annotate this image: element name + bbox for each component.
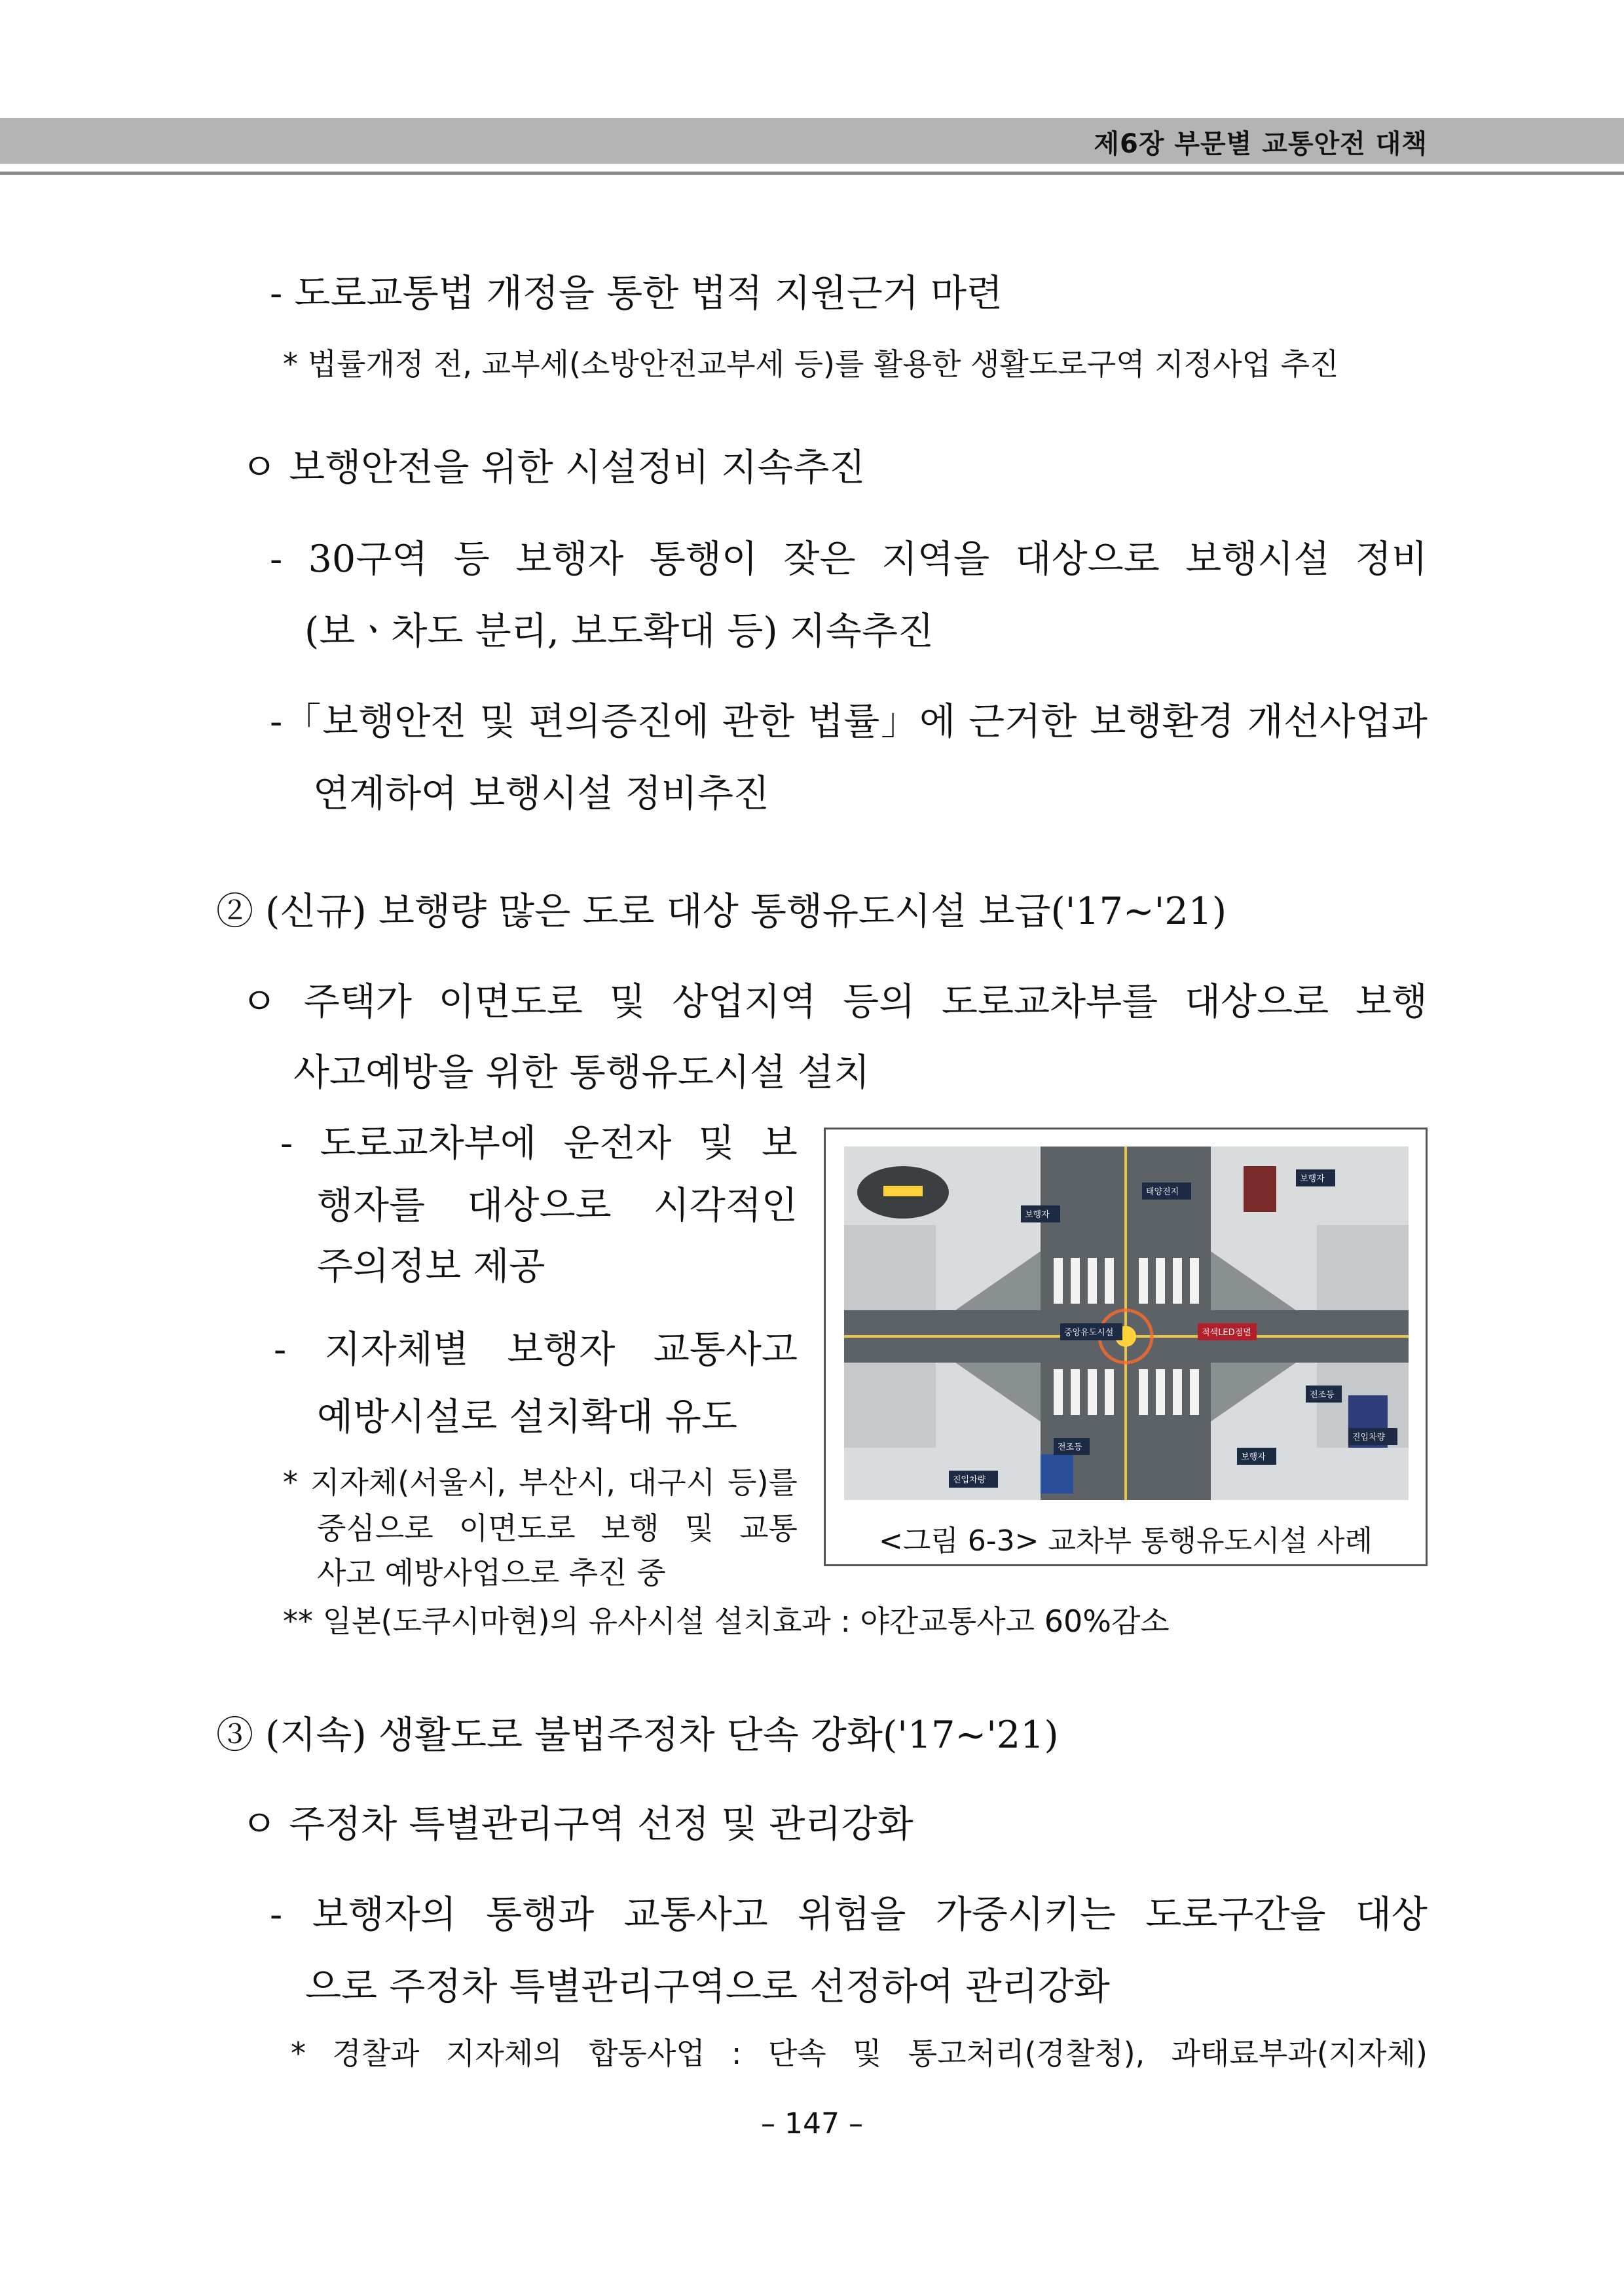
label-center-device: 중앙유도시설 bbox=[1064, 1328, 1114, 1338]
paragraph-continuation: (보ㆍ차도 분리, 보도확대 등) 지속추진 bbox=[304, 610, 934, 653]
section-heading: ② (신규) 보행량 많은 도로 대상 통행유도시설 보급('17~'21) bbox=[216, 890, 1227, 933]
footnote: * 경찰과 지자체의 합동사업 : 단속 및 통고처리(경찰청), 과태료부과(지자체) bbox=[291, 2036, 1428, 2071]
figure-caption: <그림 6-3> 교차부 통행유도시설 사례 bbox=[878, 1524, 1373, 1558]
label-pedestrian: 보행자 bbox=[1025, 1210, 1050, 1220]
paragraph-continuation: 으로 주정차 특별관리구역으로 선정하여 관리강화 bbox=[305, 1965, 1110, 2008]
bullet-dash: - 도로교통법 개정을 통한 법적 지원근거 마련 bbox=[270, 272, 1003, 315]
label-pedestrian: 보행자 bbox=[1241, 1452, 1266, 1462]
page-number: – 147 – bbox=[761, 2107, 863, 2140]
section-heading: ③ (지속) 생활도로 불법주정차 단속 강화('17~'21) bbox=[216, 1714, 1059, 1757]
bullet-dash: - 도로교차부에 운전자 및 보 bbox=[280, 1122, 798, 1165]
label-headlight: 전조등 bbox=[1058, 1442, 1082, 1452]
label-red-led: 적색LED점멸 bbox=[1202, 1328, 1251, 1338]
bullet-circle: ㅇ 주택가 이면도로 및 상업지역 등의 도로교차부를 대상으로 보행 bbox=[241, 980, 1428, 1023]
paragraph-continuation: 사고예방을 위한 통행유도시설 설치 bbox=[293, 1051, 870, 1094]
footnote: * 법률개정 전, 교부세(소방안전교부세 등)를 활용한 생활도로구역 지정사업 추진 bbox=[283, 346, 1339, 382]
footnote: * 지자체(서울시, 부산시, 대구시 등)를 bbox=[283, 1465, 798, 1500]
label-entering-vehicle: 진입차량 bbox=[953, 1475, 986, 1485]
paragraph-continuation: 예방시설로 설치확대 유도 bbox=[317, 1395, 737, 1439]
paragraph-continuation: 행자를 대상으로 시각적인 bbox=[317, 1184, 798, 1227]
intersection-illustration bbox=[844, 1147, 1409, 1500]
bullet-dash: -「보행안전 및 편의증진에 관한 법률」에 근거한 보행환경 개선사업과 bbox=[270, 700, 1428, 743]
paragraph-continuation: 연계하여 보행시설 정비추진 bbox=[313, 772, 769, 815]
label-entering-vehicle: 진입차량 bbox=[1352, 1433, 1386, 1442]
paragraph-continuation: 주의정보 제공 bbox=[317, 1245, 545, 1288]
label-headlight: 전조등 bbox=[1310, 1390, 1335, 1400]
bullet-dash: - 보행자의 통행과 교통사고 위험을 가중시키는 도로구간을 대상 bbox=[270, 1893, 1428, 1936]
label-solar: 태양전지 bbox=[1146, 1187, 1179, 1197]
bullet-dash: - 지자체별 보행자 교통사고 bbox=[274, 1328, 798, 1371]
bullet-circle: ㅇ 주정차 특별관리구역 선정 및 관리강화 bbox=[241, 1803, 913, 1846]
chapter-title: 제6장 부문별 교통안전 대책 bbox=[1094, 129, 1428, 159]
footnote-continuation: 중심으로 이면도로 보행 및 교통 bbox=[317, 1511, 798, 1546]
label-pedestrian: 보행자 bbox=[1300, 1174, 1325, 1184]
figure-intersection bbox=[824, 1128, 1428, 1566]
bullet-circle: ㅇ 보행안전을 위한 시설정비 지속추진 bbox=[241, 446, 866, 489]
footnote-continuation: 사고 예방사업으로 추진 중 bbox=[317, 1555, 666, 1590]
bullet-dash: - 30구역 등 보행자 통행이 잦은 지역을 대상으로 보행시설 정비 bbox=[270, 538, 1428, 581]
header-rule bbox=[0, 172, 1624, 175]
footnote: ** 일본(도쿠시마현)의 유사시설 설치효과 : 야간교통사고 60%감소 bbox=[283, 1604, 1170, 1639]
